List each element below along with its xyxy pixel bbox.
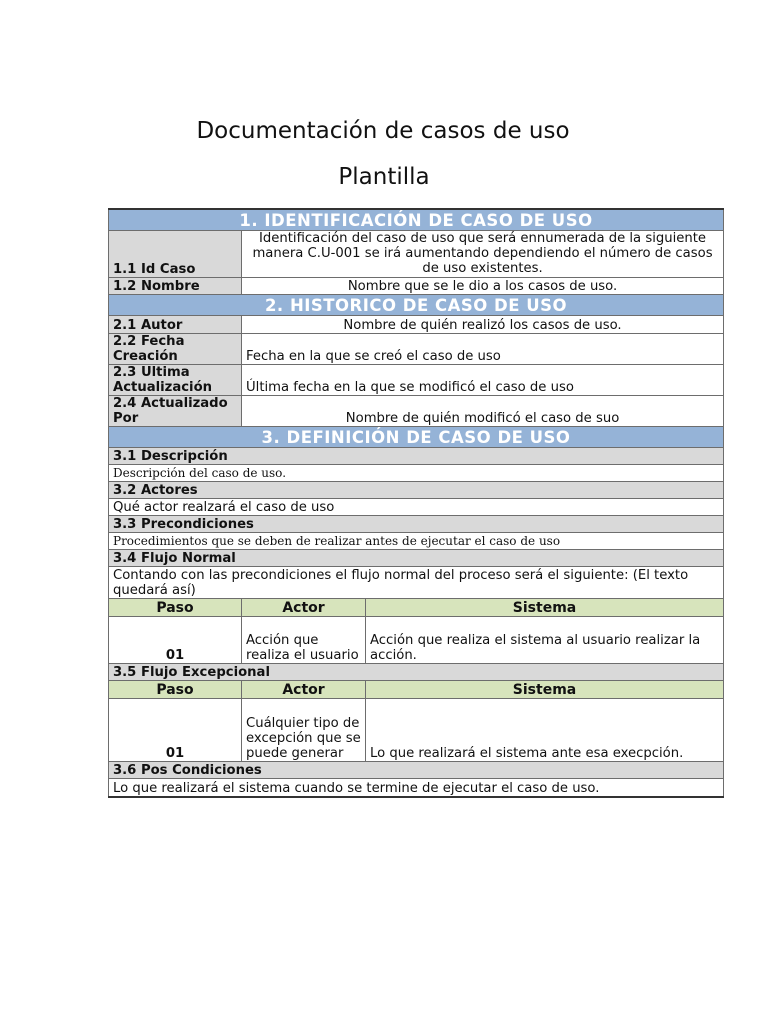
normal-system-action: Acción que realiza el sistema al usuario realizar la acción. (366, 617, 724, 664)
table-row (109, 278, 724, 295)
pos-condiciones-value: Lo que realizará el sistema cuando se termine de ejecutar el caso de uso. (109, 779, 724, 797)
table-row (109, 699, 724, 762)
use-case-table (108, 208, 724, 798)
precondiciones-value: Procedimientos que se deben de realizar antes de ejecutar el caso de uso (109, 533, 724, 550)
ultima-actualizacion-label: 2.3 Última Actualización (109, 365, 242, 396)
table-row (109, 482, 724, 499)
flujo-normal-label: 3.4 Flujo Normal (109, 550, 724, 567)
actores-label: 3.2 Actores (109, 482, 724, 499)
table-header-row (109, 681, 724, 699)
descripcion-label: 3.1 Descripción (109, 448, 724, 465)
table-row (109, 365, 724, 396)
section-heading-definicion: 3. DEFINICIÓN DE CASO DE USO (109, 427, 724, 448)
table-row (109, 567, 724, 599)
sistema-header: Sistema (366, 599, 724, 617)
precondiciones-label: 3.3 Precondiciones (109, 516, 724, 533)
table-row (109, 499, 724, 516)
document-title: Documentación de casos de uso (196, 118, 570, 144)
exception-actor-action: Cuálquier tipo de excepción que se puede generar (242, 699, 366, 762)
actor-header: Actor (242, 681, 366, 699)
pos-condiciones-label: 3.6 Pos Condiciones (109, 762, 724, 779)
flujo-normal-value: Contando con las precondiciones el flujo normal del proceso será el siguiente: (El texto quedará así) (109, 567, 724, 599)
table-row (109, 664, 724, 681)
table-row (109, 316, 724, 334)
exception-step-number: 01 (109, 699, 242, 762)
section-row (109, 427, 724, 448)
normal-step-number: 01 (109, 617, 242, 664)
id-caso-label: 1.1 Id Caso (109, 231, 242, 278)
nombre-value: Nombre que se le dio a los casos de uso. (242, 278, 724, 295)
table-row (109, 779, 724, 797)
actualizado-por-label: 2.4 Actualizado Por (109, 396, 242, 427)
autor-label: 2.1 Autor (109, 316, 242, 334)
table-row (109, 396, 724, 427)
fecha-creacion-value: Fecha en la que se creó el caso de uso (242, 334, 724, 365)
normal-actor-action: Acción que realiza el usuario (242, 617, 366, 664)
section-heading-identificacion: 1. IDENTIFICACIÓN DE CASO DE USO (109, 209, 724, 231)
fecha-creacion-label: 2.2 Fecha Creación (109, 334, 242, 365)
table-row (109, 617, 724, 664)
section-row (109, 209, 724, 231)
sistema-header: Sistema (366, 681, 724, 699)
actores-value: Qué actor realzará el caso de uso (109, 499, 724, 516)
nombre-label: 1.2 Nombre (109, 278, 242, 295)
flujo-excepcional-label: 3.5 Flujo Excepcional (109, 664, 724, 681)
section-row (109, 295, 724, 316)
descripcion-value: Descripción del caso de uso. (109, 465, 724, 482)
actor-header: Actor (242, 599, 366, 617)
table-header-row (109, 599, 724, 617)
ultima-actualizacion-value: Última fecha en la que se modificó el caso de uso (242, 365, 724, 396)
table-row (109, 516, 724, 533)
actualizado-por-value: Nombre de quién modificó el caso de suo (242, 396, 724, 427)
table-row (109, 533, 724, 550)
table-row (109, 550, 724, 567)
table-row (109, 762, 724, 779)
document-subtitle: Plantilla (338, 164, 430, 190)
exception-system-action: Lo que realizará el sistema ante esa execpción. (366, 699, 724, 762)
paso-header: Paso (109, 599, 242, 617)
paso-header: Paso (109, 681, 242, 699)
table-row (109, 231, 724, 278)
section-heading-historico: 2. HISTORICO DE CASO DE USO (109, 295, 724, 316)
autor-value: Nombre de quién realizó los casos de uso. (242, 316, 724, 334)
table-row (109, 448, 724, 465)
id-caso-value: Identificación del caso de uso que será ennumerada de la siguiente manera C.U-001 se irá aumentando dependiendo el número de casos de uso existentes. (242, 231, 724, 278)
table-row (109, 465, 724, 482)
table-row (109, 334, 724, 365)
